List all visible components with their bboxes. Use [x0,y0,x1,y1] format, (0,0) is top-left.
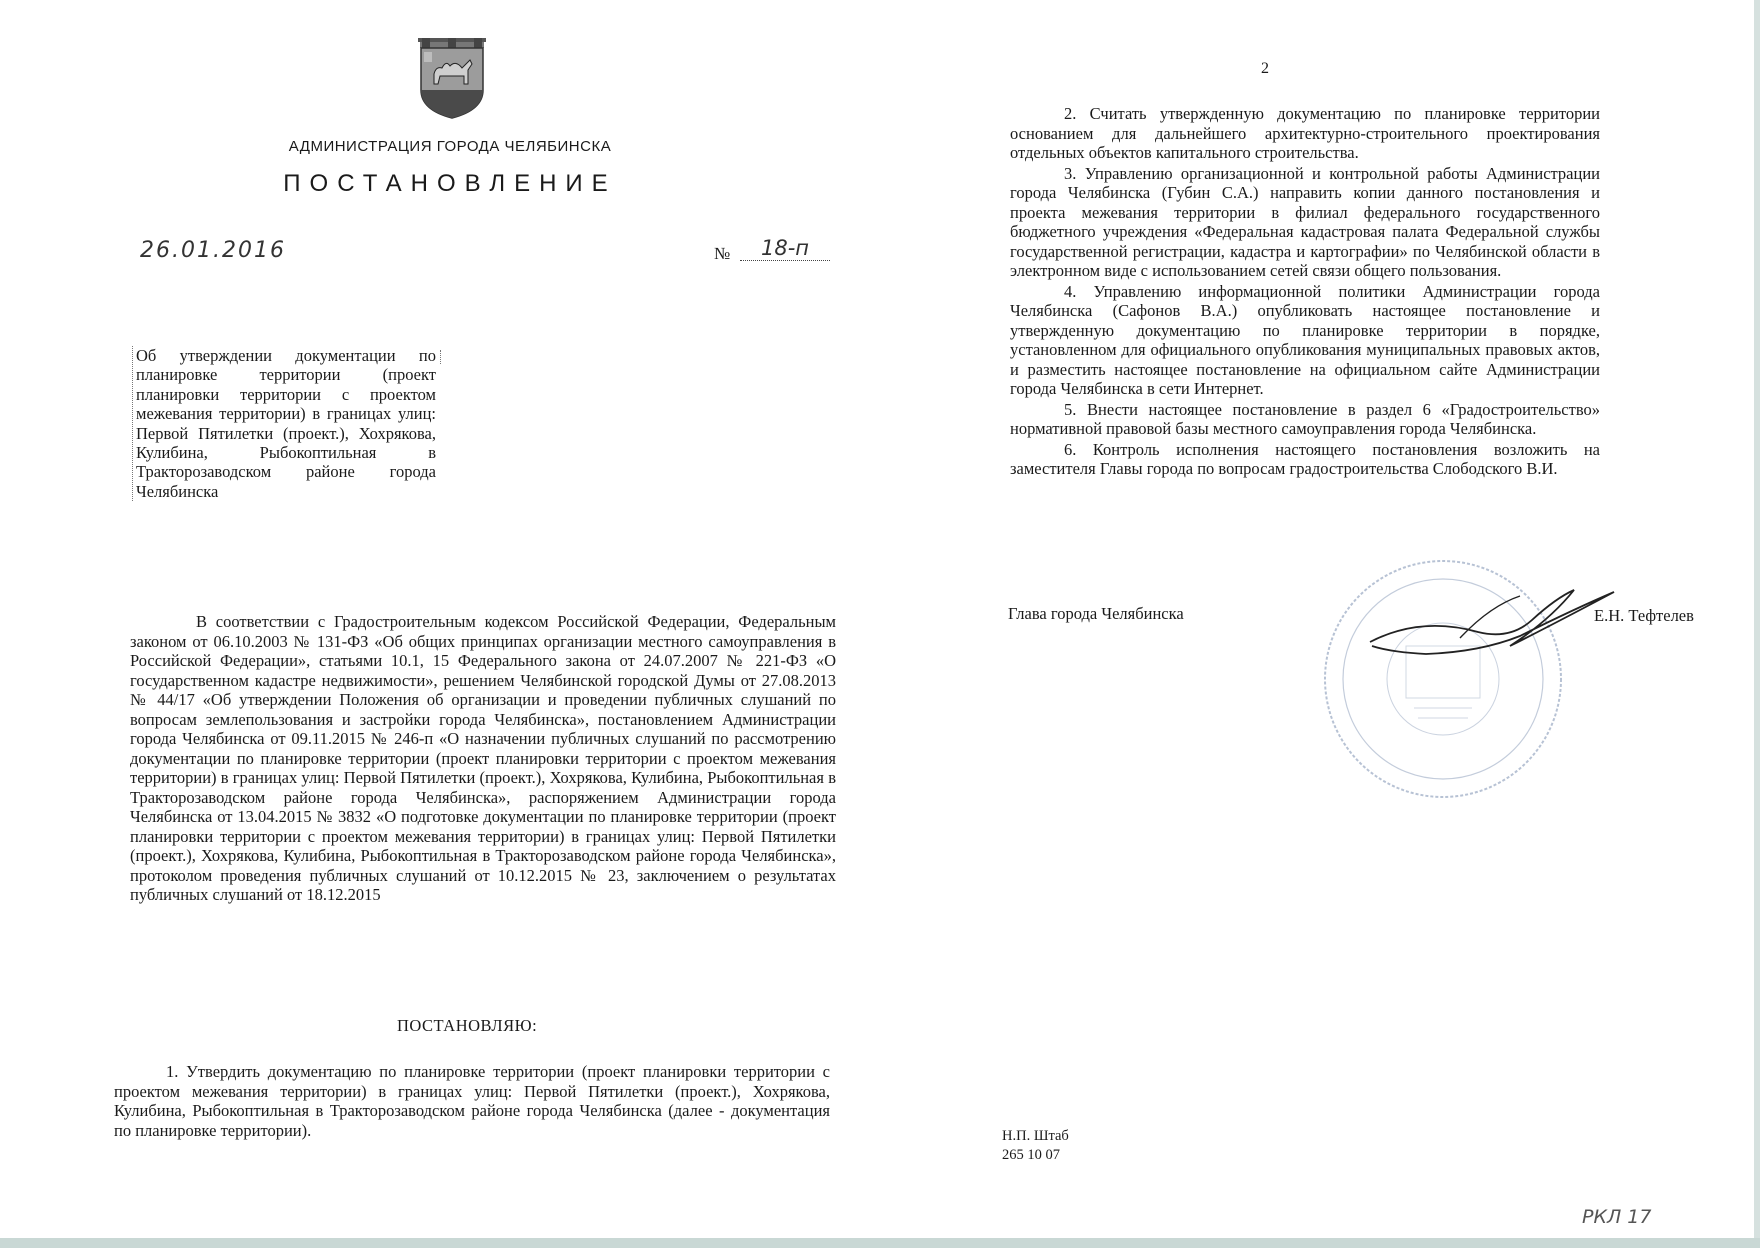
decision-item-4: 4. Управлению информационной политики Администрации города Челябинска (Сафонов В.А.) опубликовать настоящее постановление и утвержденную документацию по планировке территории в порядке, установленном для официального опубликования муниципальных правовых актов, и разместить настоящее постановление на официальном сайте Администрации города Челябинска в сети Интернет. [1010,281,1600,398]
decision-item-3: 3. Управлению организационной и контрольной работы Администрации города Челябинска (Губин С.А.) направить копии данного постановления и проекта межевания территории в филиал федерального государственного бюджетного учреждения «Федеральная кадастровая палата Федеральной службы государственной регистрации, кадастра и картографии» по Челябинской области в электронном виде с использованием сетей связи общего пользования. [1010,163,1600,280]
preamble-paragraph: В соответствии с Градостроительным кодексом Российской Федерации, Федеральным законом от 06.10.2003 № 131-ФЗ «Об общих принципах организации местного самоуправления в Российской Федерации», статьями 10.1, 15 Федерального закона от 24.07.2007 № 221-ФЗ «О государственном кадастре недвижимости», решением Челябинской городской Думы от 27.08.2013 № 44/17 «Об утверждении Положения об организации и проведении публичных слушаний по вопросам землепользования и застройки города Челябинска», постановлением Администрации города Челябинска от 09.11.2015 № 246-п «О назначении публичных слушаний по рассмотрению документации по планировке территории (проект планировки территории с проектом межевания территории) в границах улиц: Первой Пятилетки (проект.), Хохрякова, Кулибина, Рыбокоптильная в Тракторозаводском районе города Челябинска», распоряжением Администрации города Челябинска от 13.04.2015 № 3832 «О подготовке документации по планировке территории (проект планировки территории с проектом межевания территории) в границах улиц: Первой Пятилетки (проект.), Хохрякова, Кулибина, Рыбокоптильная в Тракторозаводском районе города Челябинска», протоколом проведения публичных слушаний от 10.12.2015 № 23, заключением о результатах публичных слушаний от 18.12.2015 [130,612,836,904]
issuing-authority: АДМИНИСТРАЦИЯ ГОРОДА ЧЕЛЯБИНСКА [288,138,612,155]
decree-heading: ПОСТАНОВЛЯЮ: [397,1016,538,1035]
decision-item-5: 5. Внести настоящее постановление в раздел 6 «Градостроительство» нормативной правовой базы местного самоуправления города Челябинска. [1010,399,1600,438]
handwritten-signature-icon [1360,580,1620,660]
executor-name: Н.П. Штаб [1002,1128,1069,1144]
executor-phone: 265 10 07 [1002,1147,1060,1163]
decision-items [1010,104,1600,480]
decision-item-2: 2. Считать утвержденную документацию по планировке территории основанием для дальнейшего архитектурно-строительного проектирования отдельных объектов капитального строительства. [1010,104,1600,162]
signatory-name: Е.Н. Тефтелев [1594,606,1694,625]
page-2 [880,0,1760,1248]
scan-edge-bottom [0,1238,1760,1248]
signatory-title: Глава города Челябинска [1008,604,1184,623]
number-label: № [714,244,731,263]
handwritten-date: 26.01.2016 [140,238,286,263]
handwritten-number: 18-п [740,236,830,261]
handwritten-corner-note: РКЛ 17 [1582,1206,1652,1228]
city-coat-of-arms-icon [418,38,486,120]
scan-edge-right [1754,0,1760,1248]
decision-item-1: 1. Утвердить документацию по планировке территории (проект планировки территории с проектом межевания территории) в границах улиц: Первой Пятилетки (проект.), Хохрякова, Кулибина, Рыбокоптильная в Тракторозаводском районе города Челябинска (далее - документация по планировке территории). [114,1062,830,1140]
subject-corner-mark [436,350,441,364]
document-subject: Об утверждении документации по планировке территории (проект планировки территории с проектом межевания территории) в границах улиц: Первой Пятилетки (проект.), Хохрякова, Кулибина, Рыбокоптильная в Тракторозаводском районе города Челябинска [132,346,436,501]
document-type: ПОСТАНОВЛЕНИЕ [283,170,617,197]
decision-item-6: 6. Контроль исполнения настоящего постановления возложить на заместителя Главы города по вопросам градостроительства Слободского В.И. [1010,439,1600,478]
page-number: 2 [1261,60,1269,77]
